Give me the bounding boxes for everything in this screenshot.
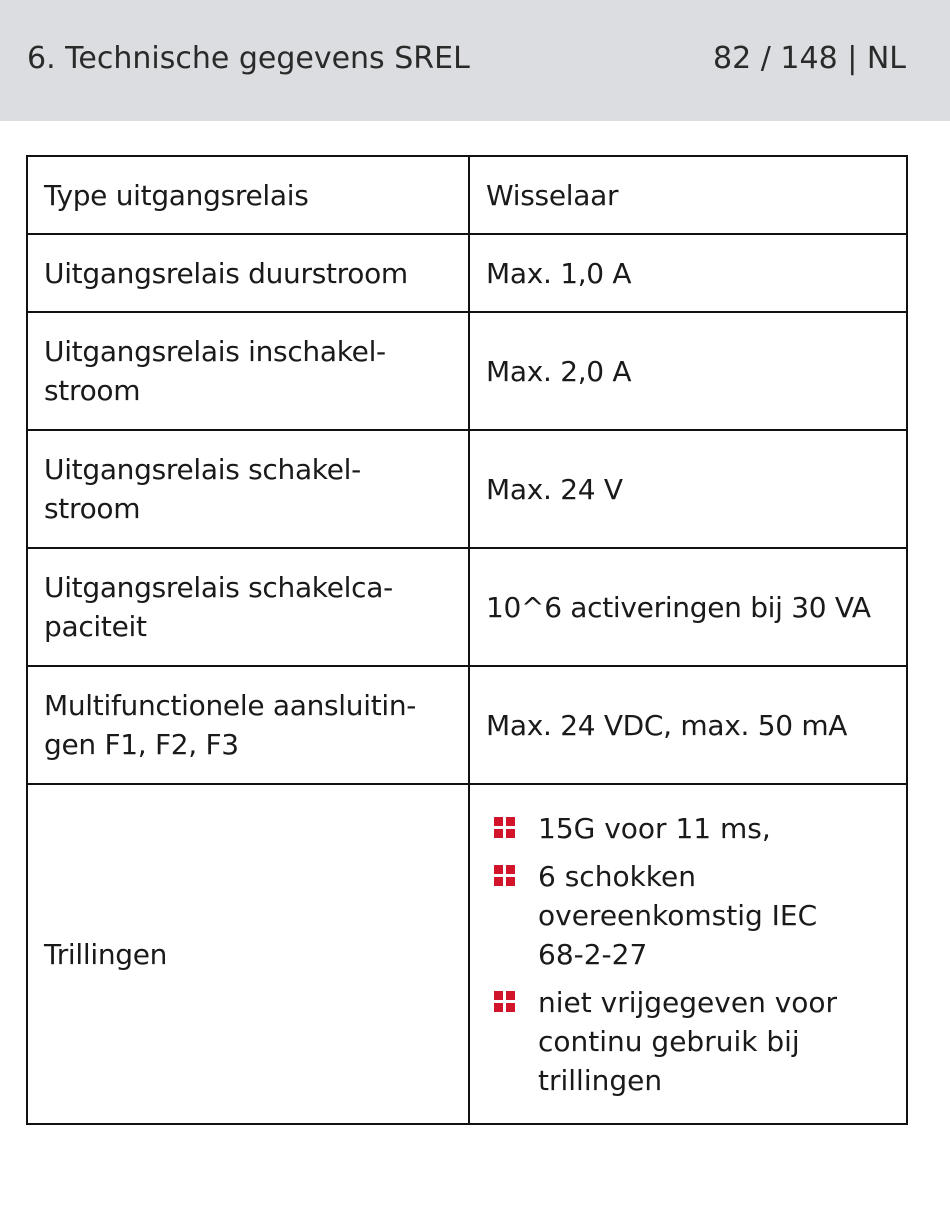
row-value: 10^6 activeringen bij 30 VA <box>469 548 907 666</box>
row-value: Max. 24 VDC, max. 50 mA <box>469 666 907 784</box>
list-item: 15G voor 11 ms, <box>486 809 890 848</box>
spec-table <box>26 155 908 1125</box>
table-row <box>27 430 907 548</box>
table-row <box>27 234 907 312</box>
row-label: Uitgangsrelais schakel- stroom <box>27 430 469 548</box>
table-row <box>27 156 907 234</box>
row-value: Max. 2,0 A <box>469 312 907 430</box>
row-label: Type uitgangsrelais <box>27 156 469 234</box>
row-label: Uitgangsrelais schakelca- paciteit <box>27 548 469 666</box>
row-label: Multifunctionele aansluitin- gen F1, F2, F3 <box>27 666 469 784</box>
list-item: 6 schokken overeenkomstig IEC 68-2-27 <box>486 857 890 974</box>
page-indicator: 82 / 148 | NL <box>713 41 906 76</box>
list-item: niet vrijgegeven voor continu gebruik bij trillingen <box>486 983 890 1100</box>
table-row <box>27 312 907 430</box>
red-squares-bullet-icon <box>494 991 516 1013</box>
table-row <box>27 666 907 784</box>
row-value: Max. 1,0 A <box>469 234 907 312</box>
table-row <box>27 548 907 666</box>
red-squares-bullet-icon <box>494 865 516 887</box>
row-label: Uitgangsrelais duurstroom <box>27 234 469 312</box>
section-title: 6. Technische gegevens SREL <box>27 41 470 76</box>
row-value: Wisselaar <box>469 156 907 234</box>
row-label: Uitgangsrelais inschakel- stroom <box>27 312 469 430</box>
table-row-vibration <box>27 784 907 1124</box>
red-squares-bullet-icon <box>494 817 516 839</box>
vibration-values <box>469 784 907 1124</box>
row-value: Max. 24 V <box>469 430 907 548</box>
bullet-list <box>486 809 890 1100</box>
row-label: Trillingen <box>27 784 469 1124</box>
page-header <box>0 0 950 121</box>
